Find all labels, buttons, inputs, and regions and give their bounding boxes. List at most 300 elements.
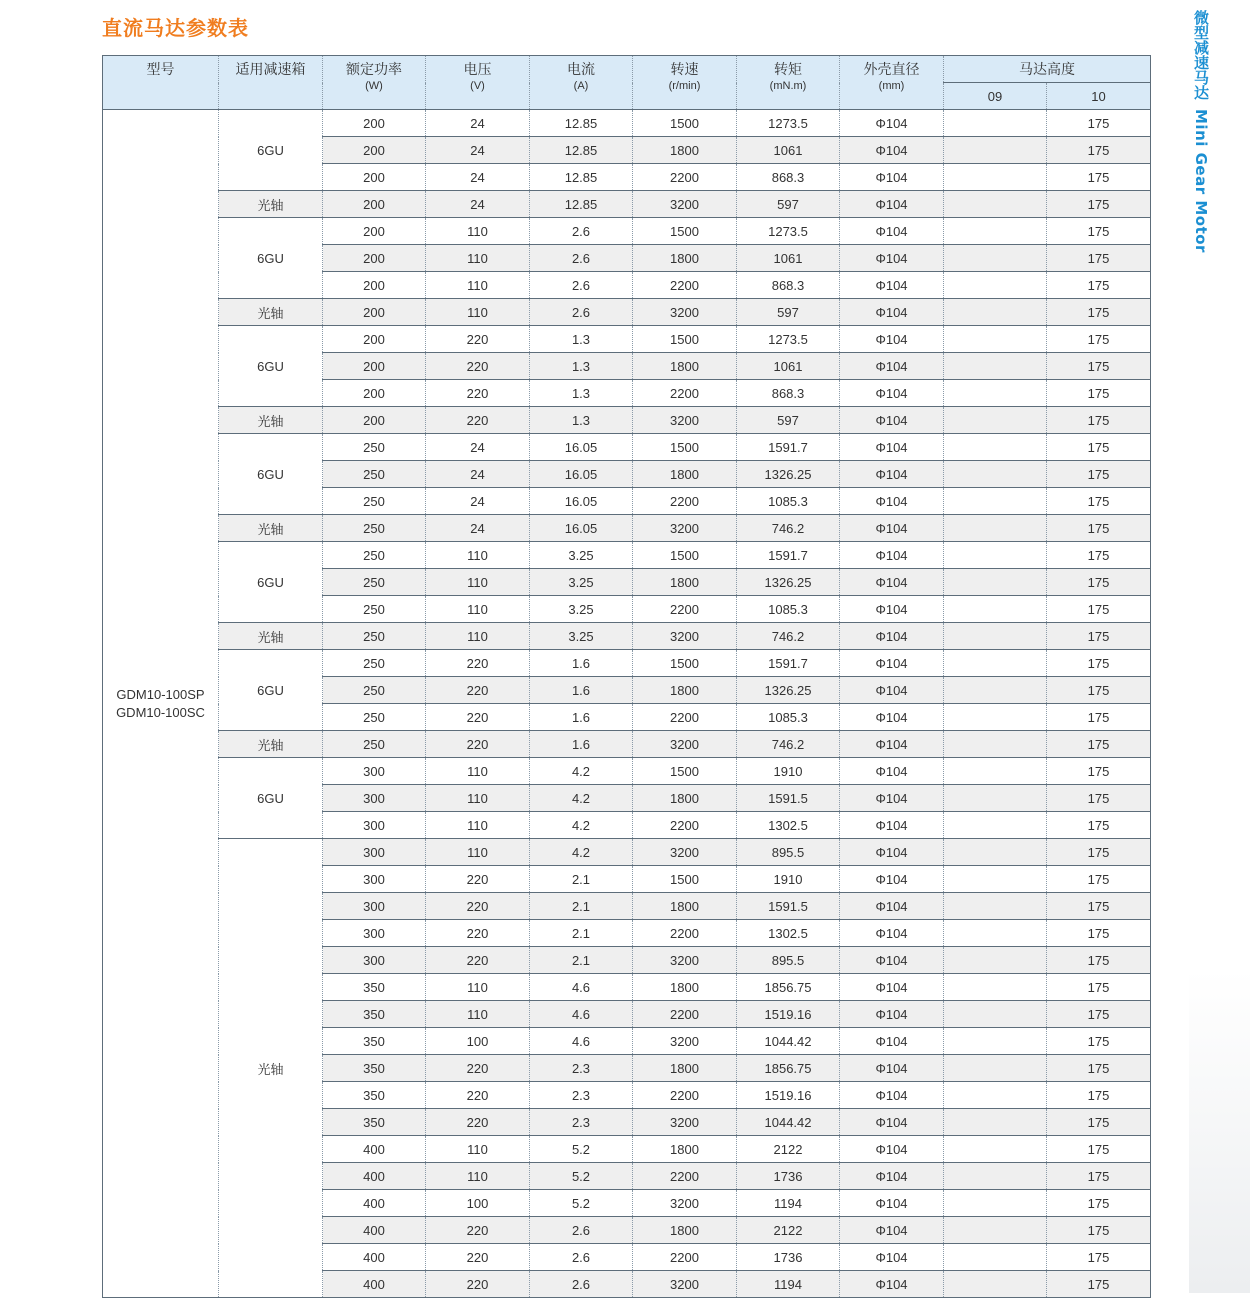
cell-height-09 bbox=[944, 1082, 1047, 1109]
cell-power: 300 bbox=[323, 947, 426, 974]
cell-diameter: Φ104 bbox=[840, 731, 944, 758]
cell-height-10: 175 bbox=[1047, 596, 1151, 623]
cell-diameter: Φ104 bbox=[840, 245, 944, 272]
cell-diameter: Φ104 bbox=[840, 326, 944, 353]
cell-speed: 3200 bbox=[633, 191, 737, 218]
cell-power: 400 bbox=[323, 1244, 426, 1271]
cell-voltage: 220 bbox=[426, 650, 530, 677]
cell-current: 1.6 bbox=[530, 704, 633, 731]
cell-torque: 1061 bbox=[737, 245, 840, 272]
cell-torque: 746.2 bbox=[737, 731, 840, 758]
cell-current: 12.85 bbox=[530, 164, 633, 191]
cell-height-10: 175 bbox=[1047, 650, 1151, 677]
gearbox-cell: 6GU bbox=[219, 110, 323, 191]
cell-current: 5.2 bbox=[530, 1190, 633, 1217]
cell-diameter: Φ104 bbox=[840, 1244, 944, 1271]
cell-current: 2.6 bbox=[530, 245, 633, 272]
cell-height-10: 175 bbox=[1047, 920, 1151, 947]
cell-diameter: Φ104 bbox=[840, 434, 944, 461]
cell-torque: 1085.3 bbox=[737, 488, 840, 515]
cell-voltage: 220 bbox=[426, 407, 530, 434]
cell-height-10: 175 bbox=[1047, 245, 1151, 272]
cell-current: 3.25 bbox=[530, 596, 633, 623]
cell-diameter: Φ104 bbox=[840, 1055, 944, 1082]
cell-torque: 746.2 bbox=[737, 623, 840, 650]
cell-current: 5.2 bbox=[530, 1163, 633, 1190]
cell-speed: 2200 bbox=[633, 1244, 737, 1271]
cell-current: 2.6 bbox=[530, 218, 633, 245]
cell-height-10: 175 bbox=[1047, 866, 1151, 893]
cell-diameter: Φ104 bbox=[840, 1109, 944, 1136]
cell-current: 5.2 bbox=[530, 1136, 633, 1163]
cell-power: 200 bbox=[323, 353, 426, 380]
gearbox-cell: 6GU bbox=[219, 542, 323, 623]
cell-voltage: 220 bbox=[426, 893, 530, 920]
cell-current: 16.05 bbox=[530, 515, 633, 542]
cell-height-10: 175 bbox=[1047, 407, 1151, 434]
cell-current: 2.6 bbox=[530, 1244, 633, 1271]
cell-power: 250 bbox=[323, 677, 426, 704]
gearbox-cell: 光轴 bbox=[219, 299, 323, 326]
cell-power: 350 bbox=[323, 974, 426, 1001]
model-cell bbox=[103, 110, 219, 1298]
cell-voltage: 220 bbox=[426, 1055, 530, 1082]
cell-current: 2.6 bbox=[530, 272, 633, 299]
cell-torque: 1194 bbox=[737, 1190, 840, 1217]
cell-diameter: Φ104 bbox=[840, 866, 944, 893]
cell-height-10: 175 bbox=[1047, 677, 1151, 704]
cell-height-09 bbox=[944, 380, 1047, 407]
cell-speed: 1500 bbox=[633, 758, 737, 785]
cell-diameter: Φ104 bbox=[840, 893, 944, 920]
cell-height-09 bbox=[944, 677, 1047, 704]
cell-current: 2.6 bbox=[530, 1271, 633, 1298]
table-row bbox=[103, 299, 1151, 326]
cell-height-10: 175 bbox=[1047, 272, 1151, 299]
cell-speed: 1500 bbox=[633, 434, 737, 461]
cell-torque: 1591.7 bbox=[737, 650, 840, 677]
cell-current: 1.6 bbox=[530, 677, 633, 704]
cell-power: 250 bbox=[323, 515, 426, 542]
cell-height-09 bbox=[944, 1136, 1047, 1163]
cell-height-10: 175 bbox=[1047, 380, 1151, 407]
cell-torque: 597 bbox=[737, 407, 840, 434]
cell-voltage: 220 bbox=[426, 1271, 530, 1298]
cell-voltage: 24 bbox=[426, 110, 530, 137]
cell-current: 3.25 bbox=[530, 623, 633, 650]
cell-voltage: 110 bbox=[426, 245, 530, 272]
cell-power: 200 bbox=[323, 245, 426, 272]
cell-speed: 1500 bbox=[633, 110, 737, 137]
cell-voltage: 220 bbox=[426, 1217, 530, 1244]
cell-height-10: 175 bbox=[1047, 110, 1151, 137]
cell-diameter: Φ104 bbox=[840, 218, 944, 245]
cell-diameter: Φ104 bbox=[840, 299, 944, 326]
cell-speed: 2200 bbox=[633, 1163, 737, 1190]
cell-speed: 2200 bbox=[633, 1082, 737, 1109]
cell-torque: 1591.7 bbox=[737, 542, 840, 569]
cell-power: 400 bbox=[323, 1136, 426, 1163]
cell-height-09 bbox=[944, 1109, 1047, 1136]
side-label bbox=[1190, 10, 1212, 253]
cell-speed: 1800 bbox=[633, 1217, 737, 1244]
cell-voltage: 110 bbox=[426, 218, 530, 245]
cell-power: 300 bbox=[323, 920, 426, 947]
cell-height-10: 175 bbox=[1047, 326, 1151, 353]
cell-voltage: 110 bbox=[426, 596, 530, 623]
cell-height-10: 175 bbox=[1047, 1217, 1151, 1244]
cell-height-09 bbox=[944, 893, 1047, 920]
cell-voltage: 220 bbox=[426, 947, 530, 974]
gearbox-cell: 6GU bbox=[219, 434, 323, 515]
cell-diameter: Φ104 bbox=[840, 1001, 944, 1028]
cell-diameter: Φ104 bbox=[840, 920, 944, 947]
cell-voltage: 24 bbox=[426, 137, 530, 164]
cell-height-10: 175 bbox=[1047, 839, 1151, 866]
cell-diameter: Φ104 bbox=[840, 974, 944, 1001]
header-torque: 转矩 (mN.m) bbox=[737, 56, 840, 110]
cell-voltage: 24 bbox=[426, 164, 530, 191]
cell-diameter: Φ104 bbox=[840, 1082, 944, 1109]
header-height: 马达高度 bbox=[944, 56, 1151, 83]
cell-torque: 1519.16 bbox=[737, 1082, 840, 1109]
header-height-09: 09 bbox=[944, 83, 1047, 110]
cell-voltage: 220 bbox=[426, 1244, 530, 1271]
cell-height-09 bbox=[944, 434, 1047, 461]
cell-power: 350 bbox=[323, 1082, 426, 1109]
cell-torque: 1856.75 bbox=[737, 974, 840, 1001]
header-current: 电流 (A) bbox=[530, 56, 633, 110]
cell-height-09 bbox=[944, 461, 1047, 488]
cell-power: 350 bbox=[323, 1028, 426, 1055]
cell-height-09 bbox=[944, 866, 1047, 893]
cell-height-10: 175 bbox=[1047, 1028, 1151, 1055]
cell-torque: 868.3 bbox=[737, 164, 840, 191]
cell-speed: 2200 bbox=[633, 488, 737, 515]
gearbox-cell: 6GU bbox=[219, 326, 323, 407]
cell-height-09 bbox=[944, 353, 1047, 380]
model-name: GDM10-100SC bbox=[116, 704, 205, 720]
cell-height-10: 175 bbox=[1047, 488, 1151, 515]
cell-voltage: 110 bbox=[426, 272, 530, 299]
cell-torque: 868.3 bbox=[737, 380, 840, 407]
cell-height-10: 175 bbox=[1047, 893, 1151, 920]
cell-height-10: 175 bbox=[1047, 461, 1151, 488]
cell-current: 4.2 bbox=[530, 839, 633, 866]
cell-height-10: 175 bbox=[1047, 731, 1151, 758]
cell-power: 250 bbox=[323, 542, 426, 569]
cell-torque: 1591.5 bbox=[737, 893, 840, 920]
gearbox-cell: 6GU bbox=[219, 650, 323, 731]
cell-power: 200 bbox=[323, 164, 426, 191]
cell-voltage: 220 bbox=[426, 731, 530, 758]
cell-voltage: 110 bbox=[426, 299, 530, 326]
cell-power: 200 bbox=[323, 407, 426, 434]
cell-power: 250 bbox=[323, 623, 426, 650]
cell-power: 250 bbox=[323, 596, 426, 623]
cell-height-10: 175 bbox=[1047, 1136, 1151, 1163]
cell-speed: 1800 bbox=[633, 974, 737, 1001]
cell-diameter: Φ104 bbox=[840, 110, 944, 137]
cell-voltage: 24 bbox=[426, 191, 530, 218]
cell-diameter: Φ104 bbox=[840, 812, 944, 839]
cell-diameter: Φ104 bbox=[840, 137, 944, 164]
cell-height-09 bbox=[944, 731, 1047, 758]
cell-speed: 1800 bbox=[633, 677, 737, 704]
cell-height-09 bbox=[944, 407, 1047, 434]
cell-height-09 bbox=[944, 947, 1047, 974]
cell-height-09 bbox=[944, 920, 1047, 947]
cell-torque: 1194 bbox=[737, 1271, 840, 1298]
cell-torque: 1061 bbox=[737, 137, 840, 164]
cell-height-10: 175 bbox=[1047, 137, 1151, 164]
cell-torque: 1591.7 bbox=[737, 434, 840, 461]
cell-torque: 1591.5 bbox=[737, 785, 840, 812]
cell-height-09 bbox=[944, 758, 1047, 785]
cell-power: 200 bbox=[323, 299, 426, 326]
cell-power: 400 bbox=[323, 1163, 426, 1190]
cell-current: 2.3 bbox=[530, 1109, 633, 1136]
cell-speed: 1800 bbox=[633, 1055, 737, 1082]
cell-power: 250 bbox=[323, 650, 426, 677]
cell-current: 2.6 bbox=[530, 1217, 633, 1244]
cell-power: 250 bbox=[323, 731, 426, 758]
cell-diameter: Φ104 bbox=[840, 839, 944, 866]
cell-speed: 2200 bbox=[633, 380, 737, 407]
table-row bbox=[103, 434, 1151, 461]
cell-current: 4.6 bbox=[530, 974, 633, 1001]
cell-power: 300 bbox=[323, 785, 426, 812]
cell-speed: 3200 bbox=[633, 1271, 737, 1298]
cell-torque: 1085.3 bbox=[737, 596, 840, 623]
cell-torque: 895.5 bbox=[737, 947, 840, 974]
cell-current: 3.25 bbox=[530, 569, 633, 596]
header-model: 型号 bbox=[103, 56, 219, 110]
cell-speed: 1500 bbox=[633, 650, 737, 677]
cell-speed: 3200 bbox=[633, 947, 737, 974]
cell-torque: 1519.16 bbox=[737, 1001, 840, 1028]
cell-height-09 bbox=[944, 110, 1047, 137]
cell-current: 2.1 bbox=[530, 920, 633, 947]
cell-torque: 746.2 bbox=[737, 515, 840, 542]
cell-speed: 3200 bbox=[633, 623, 737, 650]
cell-height-09 bbox=[944, 623, 1047, 650]
cell-diameter: Φ104 bbox=[840, 1190, 944, 1217]
cell-torque: 2122 bbox=[737, 1217, 840, 1244]
cell-torque: 1273.5 bbox=[737, 326, 840, 353]
cell-voltage: 110 bbox=[426, 1001, 530, 1028]
cell-power: 250 bbox=[323, 434, 426, 461]
cell-torque: 1273.5 bbox=[737, 218, 840, 245]
cell-voltage: 220 bbox=[426, 326, 530, 353]
cell-height-10: 175 bbox=[1047, 218, 1151, 245]
cell-current: 2.1 bbox=[530, 866, 633, 893]
cell-current: 1.3 bbox=[530, 407, 633, 434]
table-row bbox=[103, 542, 1151, 569]
cell-height-09 bbox=[944, 488, 1047, 515]
table-row bbox=[103, 326, 1151, 353]
cell-height-09 bbox=[944, 650, 1047, 677]
cell-torque: 1910 bbox=[737, 866, 840, 893]
cell-diameter: Φ104 bbox=[840, 1163, 944, 1190]
cell-height-10: 175 bbox=[1047, 542, 1151, 569]
cell-speed: 2200 bbox=[633, 272, 737, 299]
header-gearbox: 适用减速箱 bbox=[219, 56, 323, 110]
cell-voltage: 220 bbox=[426, 677, 530, 704]
cell-height-09 bbox=[944, 569, 1047, 596]
cell-torque: 895.5 bbox=[737, 839, 840, 866]
cell-voltage: 220 bbox=[426, 1109, 530, 1136]
cell-power: 300 bbox=[323, 758, 426, 785]
cell-height-09 bbox=[944, 1217, 1047, 1244]
cell-diameter: Φ104 bbox=[840, 407, 944, 434]
cell-height-10: 175 bbox=[1047, 353, 1151, 380]
cell-diameter: Φ104 bbox=[840, 380, 944, 407]
cell-voltage: 220 bbox=[426, 353, 530, 380]
cell-speed: 2200 bbox=[633, 812, 737, 839]
table-row bbox=[103, 407, 1151, 434]
cell-speed: 1800 bbox=[633, 461, 737, 488]
cell-height-09 bbox=[944, 542, 1047, 569]
cell-torque: 2122 bbox=[737, 1136, 840, 1163]
cell-height-10: 175 bbox=[1047, 1109, 1151, 1136]
cell-power: 300 bbox=[323, 866, 426, 893]
table-row bbox=[103, 191, 1151, 218]
gearbox-cell: 6GU bbox=[219, 758, 323, 839]
cell-speed: 1800 bbox=[633, 353, 737, 380]
model-name: GDM10-100SP bbox=[116, 686, 205, 702]
cell-voltage: 110 bbox=[426, 1136, 530, 1163]
cell-power: 250 bbox=[323, 569, 426, 596]
cell-diameter: Φ104 bbox=[840, 272, 944, 299]
cell-speed: 3200 bbox=[633, 1028, 737, 1055]
cell-torque: 1736 bbox=[737, 1163, 840, 1190]
cell-power: 300 bbox=[323, 839, 426, 866]
gearbox-cell: 6GU bbox=[219, 218, 323, 299]
cell-speed: 2200 bbox=[633, 1001, 737, 1028]
gearbox-cell: 光轴 bbox=[219, 623, 323, 650]
cell-power: 400 bbox=[323, 1217, 426, 1244]
cell-diameter: Φ104 bbox=[840, 191, 944, 218]
cell-power: 200 bbox=[323, 326, 426, 353]
cell-height-09 bbox=[944, 1244, 1047, 1271]
cell-height-09 bbox=[944, 974, 1047, 1001]
cell-diameter: Φ104 bbox=[840, 1028, 944, 1055]
cell-diameter: Φ104 bbox=[840, 758, 944, 785]
table-body bbox=[103, 110, 1151, 1298]
cell-voltage: 110 bbox=[426, 569, 530, 596]
cell-speed: 2200 bbox=[633, 920, 737, 947]
table-row bbox=[103, 623, 1151, 650]
cell-power: 200 bbox=[323, 380, 426, 407]
cell-diameter: Φ104 bbox=[840, 596, 944, 623]
cell-height-09 bbox=[944, 515, 1047, 542]
cell-torque: 1085.3 bbox=[737, 704, 840, 731]
cell-diameter: Φ104 bbox=[840, 461, 944, 488]
cell-current: 1.3 bbox=[530, 353, 633, 380]
cell-torque: 1736 bbox=[737, 1244, 840, 1271]
cell-power: 200 bbox=[323, 110, 426, 137]
cell-speed: 3200 bbox=[633, 1109, 737, 1136]
cell-current: 2.3 bbox=[530, 1082, 633, 1109]
cell-height-10: 175 bbox=[1047, 947, 1151, 974]
cell-speed: 1800 bbox=[633, 137, 737, 164]
table-row bbox=[103, 110, 1151, 137]
cell-voltage: 220 bbox=[426, 866, 530, 893]
cell-height-10: 175 bbox=[1047, 785, 1151, 812]
cell-height-10: 175 bbox=[1047, 758, 1151, 785]
cell-torque: 597 bbox=[737, 191, 840, 218]
cell-height-10: 175 bbox=[1047, 299, 1151, 326]
cell-height-10: 175 bbox=[1047, 1082, 1151, 1109]
cell-current: 1.3 bbox=[530, 380, 633, 407]
cell-height-10: 175 bbox=[1047, 1055, 1151, 1082]
cell-diameter: Φ104 bbox=[840, 947, 944, 974]
cell-voltage: 24 bbox=[426, 488, 530, 515]
cell-diameter: Φ104 bbox=[840, 1271, 944, 1298]
cell-diameter: Φ104 bbox=[840, 353, 944, 380]
cell-height-10: 175 bbox=[1047, 1190, 1151, 1217]
cell-speed: 1800 bbox=[633, 569, 737, 596]
cell-speed: 1500 bbox=[633, 542, 737, 569]
cell-torque: 1061 bbox=[737, 353, 840, 380]
cell-power: 200 bbox=[323, 137, 426, 164]
cell-torque: 1856.75 bbox=[737, 1055, 840, 1082]
cell-height-09 bbox=[944, 299, 1047, 326]
cell-diameter: Φ104 bbox=[840, 623, 944, 650]
cell-current: 4.2 bbox=[530, 812, 633, 839]
cell-height-10: 175 bbox=[1047, 974, 1151, 1001]
gearbox-cell: 光轴 bbox=[219, 731, 323, 758]
cell-torque: 1326.25 bbox=[737, 677, 840, 704]
cell-voltage: 110 bbox=[426, 542, 530, 569]
cell-height-09 bbox=[944, 812, 1047, 839]
cell-speed: 3200 bbox=[633, 515, 737, 542]
cell-voltage: 110 bbox=[426, 812, 530, 839]
cell-voltage: 220 bbox=[426, 704, 530, 731]
cell-current: 1.6 bbox=[530, 650, 633, 677]
cell-height-10: 175 bbox=[1047, 1163, 1151, 1190]
cell-speed: 3200 bbox=[633, 839, 737, 866]
cell-speed: 3200 bbox=[633, 299, 737, 326]
cell-speed: 3200 bbox=[633, 407, 737, 434]
cell-voltage: 24 bbox=[426, 515, 530, 542]
cell-diameter: Φ104 bbox=[840, 785, 944, 812]
cell-power: 350 bbox=[323, 1055, 426, 1082]
cell-diameter: Φ104 bbox=[840, 650, 944, 677]
table-row bbox=[103, 758, 1151, 785]
cell-speed: 3200 bbox=[633, 731, 737, 758]
cell-speed: 1800 bbox=[633, 785, 737, 812]
cell-height-10: 175 bbox=[1047, 434, 1151, 461]
cell-voltage: 100 bbox=[426, 1190, 530, 1217]
cell-height-09 bbox=[944, 1190, 1047, 1217]
cell-current: 12.85 bbox=[530, 137, 633, 164]
cell-current: 16.05 bbox=[530, 488, 633, 515]
cell-speed: 2200 bbox=[633, 596, 737, 623]
side-label-cn: 微型减速马达 bbox=[1192, 10, 1210, 100]
cell-current: 16.05 bbox=[530, 434, 633, 461]
cell-height-09 bbox=[944, 785, 1047, 812]
cell-height-10: 175 bbox=[1047, 569, 1151, 596]
cell-height-09 bbox=[944, 326, 1047, 353]
table-row bbox=[103, 731, 1151, 758]
cell-diameter: Φ104 bbox=[840, 488, 944, 515]
cell-voltage: 110 bbox=[426, 974, 530, 1001]
cell-height-09 bbox=[944, 1163, 1047, 1190]
cell-current: 12.85 bbox=[530, 110, 633, 137]
table-row bbox=[103, 839, 1151, 866]
